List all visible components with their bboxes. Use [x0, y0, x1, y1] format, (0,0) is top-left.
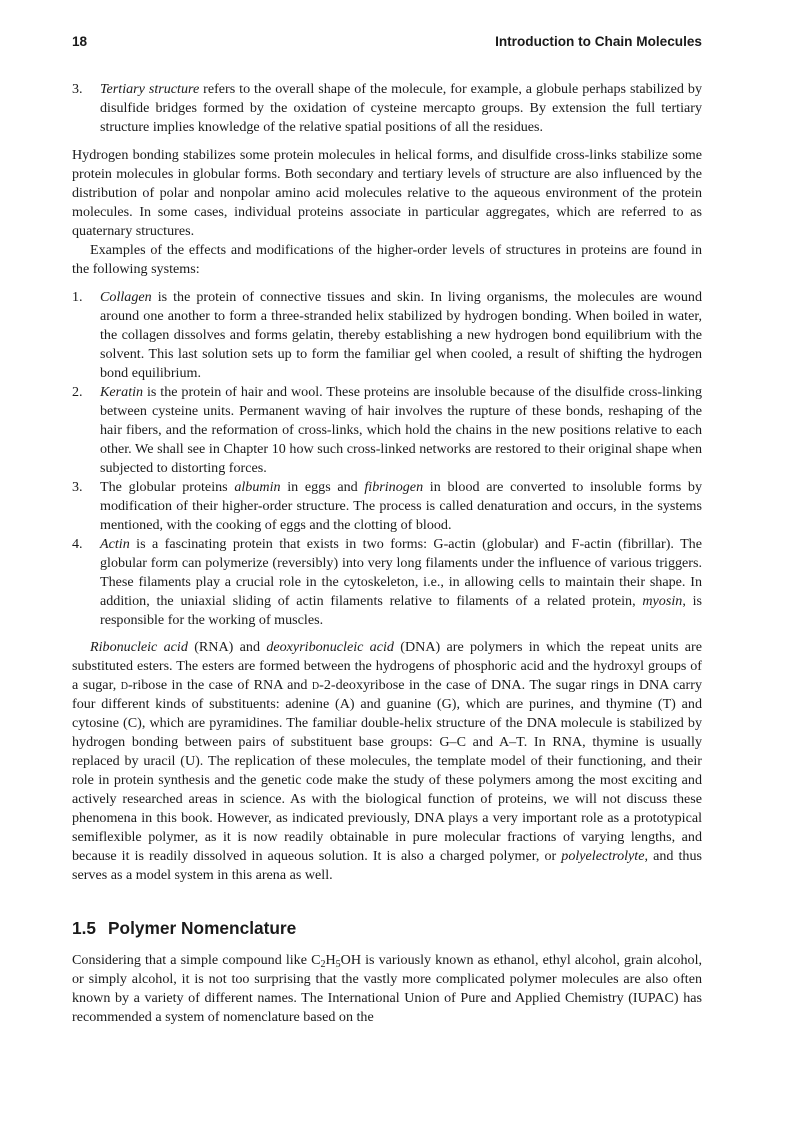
small-caps-d: d	[120, 677, 128, 693]
term-polyelectrolyte: polyelectrolyte	[561, 848, 645, 864]
list-item-text: Actin is a fascinating protein that exists in two forms: G-actin (globular) and F-actin (fibrillar). The globular form can polymerize (reversibly) into very long filaments under the influence of various triggers. These filaments play a crucial role in the cytoskeleton, i.e., in allowing cells to maintain their shape. In addition, the uniaxial sliding of actin filaments relative to filaments of a related protein, myosin, is responsible for the working of muscles.	[100, 536, 702, 628]
page	[72, 32, 702, 1027]
term-fibrinogen: fibrinogen	[364, 479, 424, 495]
list-item-actin	[72, 535, 702, 630]
running-head	[72, 32, 702, 52]
paragraph-examples-intro: Examples of the effects and modifications of the higher-order levels of structures in proteins are found in the following systems:	[72, 242, 702, 277]
list-item-keratin	[72, 383, 702, 478]
paragraph-nucleic-acids: Ribonucleic acid (RNA) and deoxyribonucleic acid (DNA) are polymers in which the repeat units are substituted esters. The esters are formed between the hydrogens of phosphoric acid and the hydroxyl groups of a sugar, d-ribose in the case of RNA and d-2-deoxyribose in the case of DNA. The sugar rings in DNA carry four different kinds of substituents: adenine (A) and guanine (G), which are purines, and thymine (T) and cytosine (C), which are pyramidines. The familiar double-helix structure of the DNA molecule is stabilized by hydrogen bonding between pairs of substituent base groups: G–C and A–T. In RNA, thymine is usually replaced by uracil (U). The replication of these molecules, the template model of their functioning, and their role in protein synthesis and the genetic code make the study of these polymers among the most exciting and actively researched areas in science. As with the biological function of proteins, we will not discuss these phenomena in this book. However, as indicated previously, DNA plays a very important role as a prototypical semiflexible polymer, as it is now readily obtainable in pure molecular fractions of varying lengths, and because it is readily dissolved in aqueous solution. It is also a charged polymer, or polyelectrolyte, and thus serves as a model system in this arena as well.	[72, 639, 702, 883]
list-item-text: The globular proteins albumin in eggs and fibrinogen in blood are converted to insoluble forms by modification of their higher-order structure. The process is called denaturation and occurs, in the systems mentioned, with the cooking of eggs and the clotting of blood.	[100, 479, 702, 533]
section-number: 1.5	[72, 918, 97, 938]
term-myosin: myosin	[642, 593, 683, 609]
term-albumin: albumin	[234, 479, 281, 495]
list-number: 2.	[72, 384, 83, 400]
list-number: 3.	[72, 479, 83, 495]
paragraph-hydrogen-bonding: Hydrogen bonding stabilizes some protein molecules in helical forms, and disulfide cross-links stabilize some protein molecules in globular forms. Both secondary and tertiary levels of structure are also influenced by the distribution of polar and nonpolar amino acid molecules relative to the aqueous environment of the protein molecules. In some cases, individual proteins associate in particular aggregates, which are referred to as quaternary structures.	[72, 147, 702, 239]
page-number: 18	[72, 34, 88, 49]
list-item-collagen	[72, 288, 702, 383]
list-item-globular-proteins	[72, 478, 702, 535]
list-number: 3.	[72, 81, 83, 97]
term-ribonucleic-acid: Ribonucleic acid	[90, 639, 188, 655]
term-keratin: Keratin	[100, 384, 144, 400]
term-tertiary-structure: Tertiary structure	[100, 81, 200, 97]
section-title: Polymer Nomenclature	[108, 918, 297, 938]
term-actin: Actin	[100, 536, 130, 552]
structure-list	[72, 80, 702, 137]
list-number: 4.	[72, 536, 83, 552]
section-heading	[72, 917, 702, 939]
list-item-text: Tertiary structure refers to the overall shape of the molecule, for example, a globule perhaps stabilized by disulfide bridges formed by the oxidation of cysteine mercapto groups. By extension the full tertiary structure implies knowledge of the relative spatial positions of all the residues.	[100, 81, 703, 135]
list-item-text: Collagen is the protein of connective tissues and skin. In living organisms, the molecules are wound around one another to form a three-stranded helix stabilized by hydrogen bonding. When boiled in water, the collagen dissolves and forms gelatin, thereby establishing a new hydrogen bond equilibrium with the solvent. This last solution sets up to form the familiar gel when cooled, a result of shifting the hydrogen bond equilibrium.	[100, 289, 702, 381]
paragraph-nomenclature: Considering that a simple compound like $C_2H_5OH$ is variously known as ethanol, ethyl alcohol, grain alcohol, or simply alcohol, it is not too surprising that the vastly more complicated polymer molecules are also often known by a variety of different names. The International Union of Pure and Applied Chemistry (IUPAC) has recommended a system of nomenclature based on the	[72, 952, 703, 1025]
term-collagen: Collagen	[100, 289, 152, 305]
examples-list	[72, 288, 702, 630]
list-number: 1.	[72, 289, 83, 305]
running-title: Introduction to Chain Molecules	[495, 34, 702, 49]
list-item-tertiary-structure	[72, 80, 702, 137]
small-caps-d: d	[311, 677, 320, 693]
list-item-text: Keratin is the protein of hair and wool. These proteins are insoluble because of the disulfide cross-linking between cysteine units. Permanent waving of hair involves the rupture of these bonds, reshaping of the hair fibers, and the reformation of cross-links, which hold the chains in the new positions relative to each other. We shall see in Chapter 10 how such cross-linked networks are restored to their original shape when subjected to distorting forces.	[100, 384, 702, 476]
term-deoxyribonucleic-acid: deoxyribonucleic acid	[266, 639, 394, 655]
